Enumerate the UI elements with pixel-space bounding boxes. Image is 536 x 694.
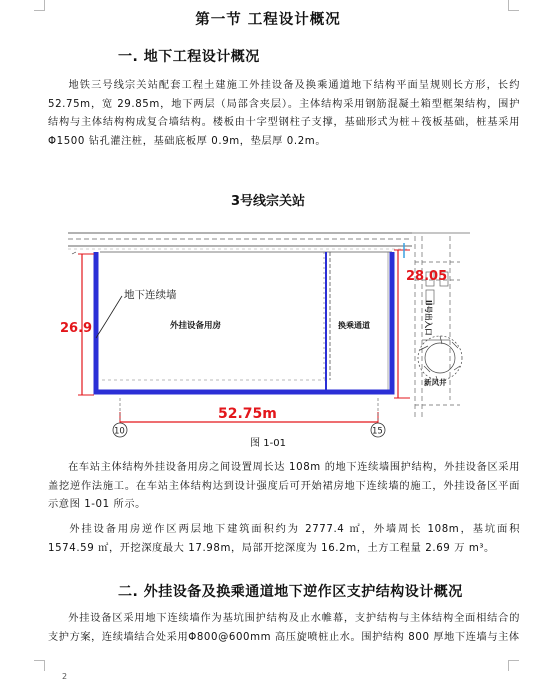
axis-label-left: 10 xyxy=(114,426,125,437)
section1-paragraph: 地铁三号线宗关站配套工程土建施工外挂设备及换乘通道地下结构平面呈规则长方形，长约52.75m，宽 29.85m，地下两层（局部含夹层）。主体结构采用钢筋混凝土箱型框架结构，围护结构与主体结构构成复合墙结构。楼板由十字型钢柱子支撑，基础形式为桩＋筏板基础，桩基采用Φ1500 钻孔灌注桩，基础底板厚 0.9m，垫层厚 0.2m。 xyxy=(48,80,520,147)
section1-heading: 一. 地下工程设计概况 xyxy=(118,49,260,65)
page-number: 2 xyxy=(62,672,68,681)
shaft-label: 新风井 xyxy=(424,378,447,387)
figure-caption: 图 1-01 xyxy=(250,438,286,449)
right-dimension-label: 28.05 xyxy=(406,269,448,284)
left-dimension-label: 26.9 xyxy=(60,321,93,336)
paragraph-wall-description: 在车站主体结构外挂设备用房之间设置周长达 108m 的地下连续墙围护结构，外挂设备区采用盖挖逆作法施工。在车站主体结构达到设计强度后可开始裙房地下连续墙的施工，外挂设备区平面示意图 1-01 所示。 xyxy=(48,462,520,511)
axis-label-right: 15 xyxy=(372,426,383,437)
section2-heading: 二. 外挂设备及换乘通道地下逆作区支护结构设计概况 xyxy=(118,584,463,600)
wall-leader-line xyxy=(106,296,122,322)
wall-label: 地下连续墙 xyxy=(124,289,177,301)
section2-paragraph: 外挂设备区采用地下连续墙作为基坑围护结构及止水帷幕，支护结构与主体结构全面相结合的支护方案，连续墙结合处采用Φ800@600mm 高压旋喷桩止水。围护结构 800 厚地下连墙与主体 xyxy=(48,613,520,643)
figure-title: 3号线宗关站 xyxy=(230,194,306,209)
room1-label: 外挂设备用房 xyxy=(170,321,222,331)
entrance-label: II号出入口 xyxy=(424,300,433,336)
adjacent-area xyxy=(410,233,470,420)
width-dimension-label: 52.75m xyxy=(218,406,277,422)
paragraph-area-description: 外挂设备用房逆作区两层地下建筑面积约为 2777.4 ㎡，外墙周长 108m，基坑面积 1574.59 ㎡，开挖深度最大 17.98m，局部开挖深度为 16.2m，土方工程量 2.69 万 m³。 xyxy=(48,524,520,554)
ventilation-shaft-ring xyxy=(418,336,462,382)
chapter-heading: 第一节 工程设计概况 xyxy=(195,12,341,28)
room2-label: 换乘通道 xyxy=(338,321,370,330)
